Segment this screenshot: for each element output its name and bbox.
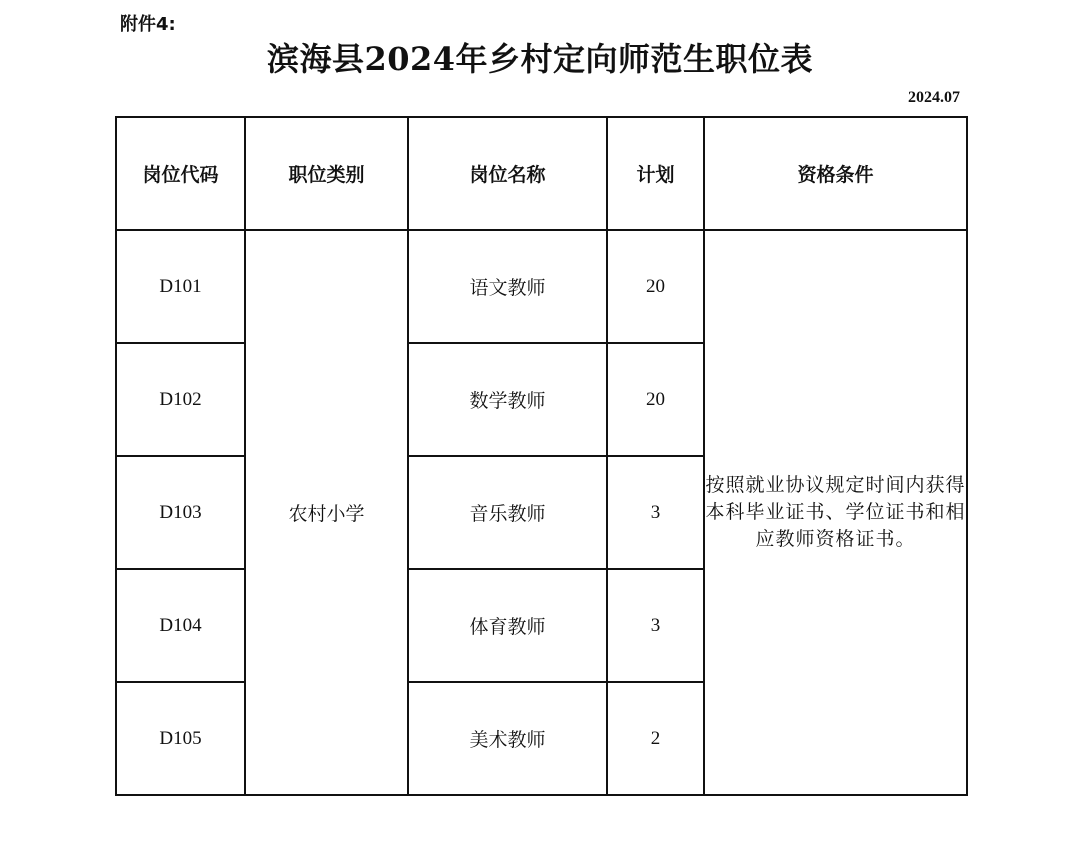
positions-table	[115, 116, 968, 796]
table-row	[116, 230, 967, 343]
position-code-cell: D103	[116, 456, 245, 569]
attachment-label: 附件4:	[120, 14, 176, 35]
plan-cell: 20	[607, 230, 704, 343]
header-qualification: 资格条件	[704, 117, 967, 230]
header-position-code: 岗位代码	[116, 117, 245, 230]
header-category: 职位类别	[245, 117, 408, 230]
position-code-cell: D102	[116, 343, 245, 456]
position-name-cell: 音乐教师	[408, 456, 607, 569]
category-cell: 农村小学	[245, 230, 408, 795]
document-date: 2024.07	[908, 89, 960, 106]
header-position-name: 岗位名称	[408, 117, 607, 230]
page-title: 滨海县2024年乡村定向师范生职位表	[266, 40, 814, 78]
position-name-cell: 美术教师	[408, 682, 607, 795]
plan-cell: 20	[607, 343, 704, 456]
header-plan: 计划	[607, 117, 704, 230]
position-name-cell: 体育教师	[408, 569, 607, 682]
position-code-cell: D105	[116, 682, 245, 795]
plan-cell: 3	[607, 569, 704, 682]
position-name-cell: 语文教师	[408, 230, 607, 343]
position-code-cell: D104	[116, 569, 245, 682]
position-code-cell: D101	[116, 230, 245, 343]
position-name-cell: 数学教师	[408, 343, 607, 456]
qualification-cell: 按照就业协议规定时间内获得本科毕业证书、学位证书和相应教师资格证书。	[704, 230, 967, 795]
plan-cell: 3	[607, 456, 704, 569]
table-header-row	[116, 117, 967, 230]
plan-cell: 2	[607, 682, 704, 795]
